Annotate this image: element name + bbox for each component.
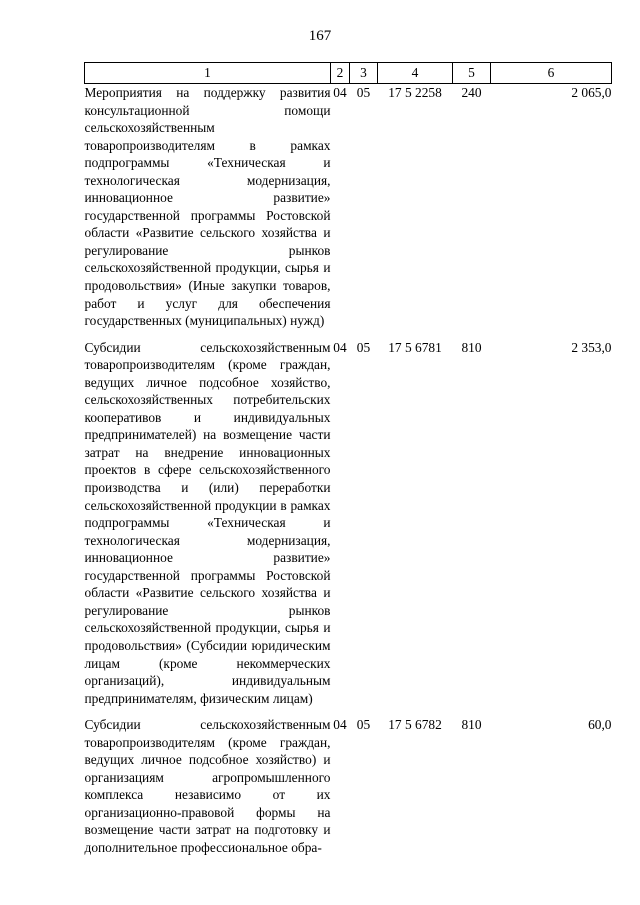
row-expense-type: 810: [461, 717, 482, 733]
row-expense-type: 810: [461, 339, 482, 355]
row-section: 04: [333, 339, 347, 355]
row-description: Субсидии сельскохозяйственным товаропроизводителям (кроме граждан, ведущих личное подсобное хозяйство) и организациям агропромышленного комплекса независимо от их организационно-правовой формы на возмещение части затрат на подготовку и дополнительное профессиональное обра-: [84, 717, 331, 855]
row-section: 04: [333, 717, 347, 733]
table-row: [85, 339, 612, 716]
column-header-5: 5: [453, 63, 491, 84]
table-row: [85, 716, 612, 865]
row-expense-type: 240: [461, 85, 482, 100]
row-section: 04: [333, 85, 347, 100]
row-target-article: 17 5 6781: [388, 339, 442, 355]
column-header-3: 3: [350, 63, 378, 84]
column-header-1: 1: [85, 63, 331, 84]
table-row: [85, 84, 612, 339]
row-amount: 2 065,0: [571, 85, 612, 100]
row-description: Субсидии сельскохозяйственным товаропроизводителям (кроме граждан, ведущих личное подсобное хозяйство, сельскохозяйственных потребительских кооперативов и индивидуальных предпринимателей) на возмещение части затрат на внедрение инновационных проектов в сфере сельскохозяйственного производства и (или) переработки сельскохозяйственной продукции в рамках подпрограммы «Техническая и технологическая модернизация, инновационное развитие» государственной программы Ростовской области «Развитие сельского хозяйства и регулирование рынков сельскохозяйственной продукции, сырья и продовольствия» (Субсидии юридическим лицам (кроме некоммерческих организаций), индивидуальным предпринимателям, физическим лицам): [84, 339, 331, 706]
column-header-6: 6: [491, 63, 612, 84]
row-subsection: 05: [356, 717, 371, 733]
row-amount: 2 353,0: [571, 339, 612, 355]
row-amount: 60,0: [588, 717, 612, 733]
row-description: Мероприятия на поддержку развития консультационной помощи сельскохозяйственным товаропроизводителям в рамках подпрограммы «Техническая и технологическая модернизация, инновационное развитие» государственной программы Ростовской области «Развитие сельского хозяйства и регулирование рынков сельскохозяйственной продукции, сырья и продовольствия» (Иные закупки товаров, работ и услуг для обеспечения государственных (муниципальных) нужд): [84, 85, 331, 329]
column-header-2: 2: [331, 63, 350, 84]
column-header-4: 4: [378, 63, 453, 84]
row-target-article: 17 5 2258: [388, 85, 442, 100]
budget-table: [84, 62, 612, 866]
row-subsection: 05: [356, 339, 371, 355]
table-header-row: [85, 63, 612, 84]
page-number: 167: [308, 28, 332, 44]
row-target-article: 17 5 6782: [388, 717, 442, 733]
row-subsection: 05: [356, 85, 371, 100]
